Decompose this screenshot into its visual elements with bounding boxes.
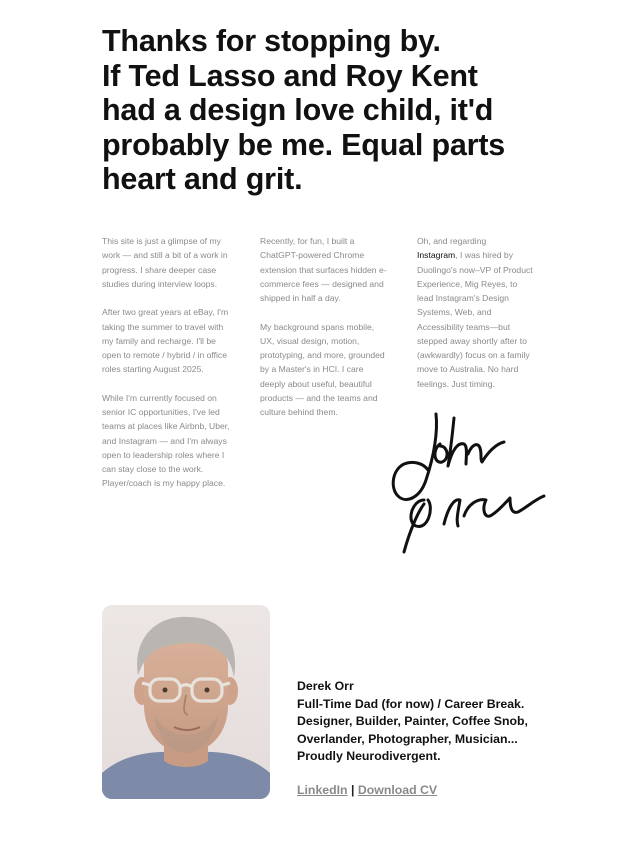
profile-bio — [297, 678, 597, 766]
text-line: culture behind them. — [260, 407, 338, 417]
paragraph — [102, 234, 240, 291]
text-line: After two great years at eBay, I'm — [102, 307, 229, 318]
text-line: UX, visual design, motion, — [260, 335, 360, 346]
text-line: progress. I share deeper case — [102, 264, 217, 275]
bio-line: Overlander, Photographer, Musician... — [297, 731, 518, 746]
text-line: Accessibility teams—but — [417, 321, 511, 332]
text-line: products — and the teams and — [260, 392, 378, 403]
hero-heading — [102, 24, 532, 197]
text-fragment: , I was hired by — [455, 250, 514, 261]
text-line: commerce fees — designed and — [260, 278, 384, 289]
text-line: studies during interview loops. — [102, 278, 218, 289]
text-line: My background spans mobile, — [260, 321, 375, 332]
paragraph — [260, 320, 398, 420]
text-line: senior IC opportunities, I've led — [102, 407, 220, 417]
linkedin-link[interactable]: LinkedIn — [297, 783, 348, 797]
text-line: (awkwardly) focus on a family — [417, 350, 530, 360]
text-line: Recently, for fun, I built a — [260, 236, 355, 246]
text-line: stepped away shortly after to — [417, 335, 527, 346]
text-line: shipped in half a day. — [260, 293, 341, 303]
text-line: open to leadership roles where I — [102, 449, 225, 460]
text-line: While I'm currently focused on — [102, 392, 217, 403]
paragraph — [417, 234, 555, 391]
text-line: roles starting August 2025. — [102, 364, 204, 375]
text-line: Experience, Mig Reyes, to — [417, 278, 518, 289]
link-separator: | — [350, 783, 355, 797]
paragraph — [102, 391, 240, 491]
paragraph — [102, 305, 240, 376]
intro-column-1 — [102, 234, 240, 505]
text-line: by a Master's in HCI. I care — [260, 364, 364, 375]
text-line: Oh, and regarding — [417, 236, 487, 246]
download-cv-link[interactable]: Download CV — [357, 783, 438, 797]
hero-line: Thanks for stopping by. — [102, 24, 441, 58]
text-line: can stay close to the work. — [102, 464, 204, 474]
text-line: open to remote / hybrid / in office — [102, 350, 227, 360]
portrait-photo-icon — [102, 605, 270, 799]
text-line: taking the summer to travel with — [102, 321, 224, 332]
paragraph — [260, 234, 398, 305]
text-line: teams at places like Airbnb, Uber, — [102, 421, 230, 432]
intro-column-3 — [417, 234, 555, 405]
hero-line: If Ted Lasso and Roy Kent — [102, 58, 478, 93]
text-line: prototyping, and more, grounded — [260, 350, 385, 360]
text-line: deeply about useful, beautiful — [260, 378, 372, 389]
text-line: ChatGPT-powered Chrome — [260, 250, 365, 261]
profile-name: Derek Orr — [297, 679, 354, 693]
bio-line: Designer, Builder, Painter, Coffee Snob, — [297, 714, 528, 729]
bio-line: Full-Time Dad (for now) / Career Break. — [297, 696, 525, 711]
text-line: Systems, Web, and — [417, 307, 492, 318]
text-line: Player/coach is my happy place. — [102, 478, 226, 489]
instagram-link[interactable]: Instagram — [417, 250, 456, 261]
text-line: work — and still a bit of a work in — [102, 250, 228, 261]
text-line: move to Australia. No hard — [417, 364, 519, 375]
text-line: and Instagram — and I'm always — [102, 435, 227, 446]
profile-photo — [102, 605, 270, 799]
text-line: feelings. Just timing. — [417, 378, 495, 389]
text-line — [417, 248, 555, 262]
text-line: my family and recharge. I'll be — [102, 335, 216, 346]
text-line: extension that surfaces hidden e- — [260, 264, 387, 275]
hero-line: probably be me. Equal parts — [102, 127, 506, 162]
text-line: lead Instagram's Design — [417, 293, 509, 303]
text-line: This site is just a glimpse of my — [102, 236, 221, 246]
signature-icon — [384, 404, 560, 556]
hero-line: had a design love child, it'd — [102, 93, 494, 127]
bio-line: Proudly Neurodivergent. — [297, 749, 441, 764]
intro-column-2 — [260, 234, 398, 434]
profile-links — [297, 782, 437, 799]
hero-line: heart and grit. — [102, 162, 303, 196]
text-line: Duolingo's now–VP of Product — [417, 264, 533, 275]
